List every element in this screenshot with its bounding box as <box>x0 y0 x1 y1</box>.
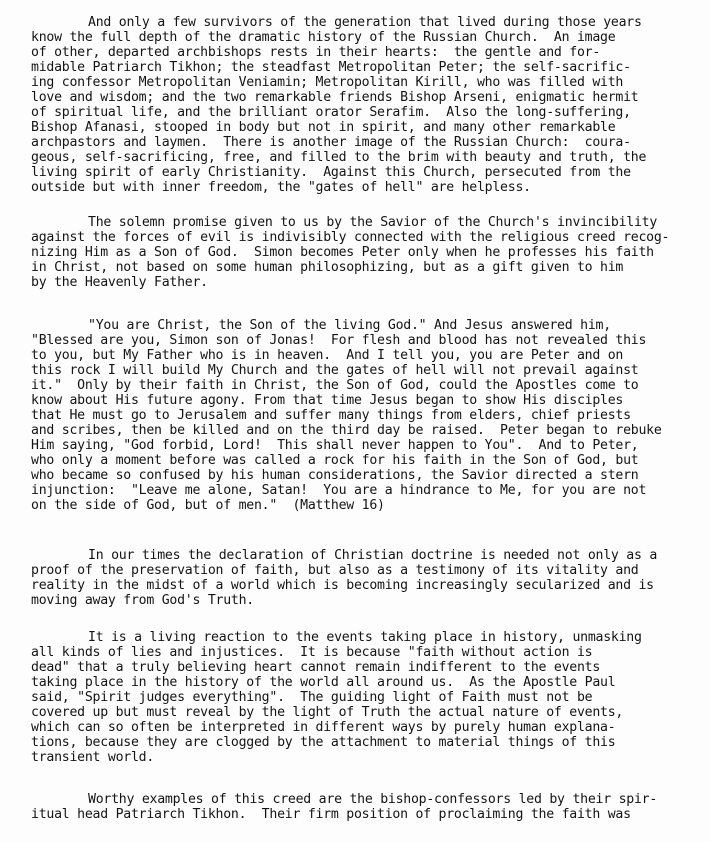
text-line: on the side of God, but of men." (Matthew 16) <box>31 498 385 513</box>
text-line: of spiritual life, and the brilliant orator Serafim. Also the long-suffering, <box>31 105 631 120</box>
text-line: all kinds of lies and injustices. It is because "faith without action is <box>31 645 593 660</box>
text-line: said, "Spirit judges everything". The guiding light of Faith must not be <box>31 690 593 705</box>
text-line: outside but with inner freedom, the "gates of hell" are helpless. <box>31 180 531 195</box>
text-line: who only a moment before was called a rock for his faith in the Son of God, but <box>31 453 639 468</box>
text-line: injunction: "Leave me alone, Satan! You are a hindrance to Me, for you are not <box>31 483 647 498</box>
text-line: against the forces of evil is indivisibly connected with the religious creed recog- <box>31 230 670 245</box>
text-line: It is a living reaction to the events taking place in history, unmasking <box>88 630 642 645</box>
text-line: Worthy examples of this creed are the bishop-confessors led by their spir- <box>88 792 658 807</box>
text-line: midable Patriarch Tikhon; the steadfast Metropolitan Peter; the self-sacrific- <box>31 60 631 75</box>
text-line: and scribes, then be killed and on the third day be raised. Peter began to rebuke <box>31 423 662 438</box>
text-line: Him saying, "God forbid, Lord! This shall never happen to You". And to Peter, <box>31 438 639 453</box>
text-line: reality in the midst of a world which is becoming increasingly secularized and is <box>31 578 654 593</box>
text-line: Bishop Afanasi, stooped in body but not in spirit, and many other remarkable <box>31 120 616 135</box>
text-line: moving away from God's Truth. <box>31 593 254 608</box>
text-line: by the Heavenly Father. <box>31 275 208 290</box>
text-line: in Christ, not based on some human philosophizing, but as a gift given to him <box>31 260 624 275</box>
text-line: know about His future agony. From that time Jesus began to show His disciples <box>31 393 624 408</box>
text-line: tions, because they are clogged by the attachment to material things of this <box>31 735 616 750</box>
text-line: love and wisdom; and the two remarkable friends Bishop Arseni, enigmatic hermit <box>31 90 639 105</box>
text-line: who became so confused by his human considerations, the Savior directed a stern <box>31 468 639 483</box>
text-line: know the full depth of the dramatic history of the Russian Church. An image <box>31 30 616 45</box>
text-line: archpastors and laymen. There is another image of the Russian Church: coura- <box>31 135 631 150</box>
text-line: In our times the declaration of Christian doctrine is needed not only as a <box>88 548 658 563</box>
text-line: And only a few survivors of the generation that lived during those years <box>88 15 642 30</box>
text-line: geous, self-sacrificing, free, and filled to the brim with beauty and truth, the <box>31 150 647 165</box>
text-line: proof of the preservation of faith, but also as a testimony of its vitality and <box>31 563 639 578</box>
text-line: nizing Him as a Son of God. Simon becomes Peter only when he professes his faith <box>31 245 654 260</box>
text-line: "Blessed are you, Simon son of Jonas! For flesh and blood has not revealed this <box>31 333 647 348</box>
text-line: covered up but must reveal by the light of Truth the actual nature of events, <box>31 705 624 720</box>
text-line: taking place in the history of the world all around us. As the Apostle Paul <box>31 675 616 690</box>
text-line: that He must go to Jerusalem and suffer many things from elders, chief priests <box>31 408 631 423</box>
text-line: The solemn promise given to us by the Savior of the Church's invincibility <box>88 215 658 230</box>
text-line: of other, departed archbishops rests in their hearts: the gentle and for- <box>31 45 601 60</box>
text-line: this rock I will build My Church and the gates of hell will not prevail against <box>31 363 639 378</box>
text-line: to you, but My Father who is in heaven. And I tell you, you are Peter and on <box>31 348 624 363</box>
text-line: it." Only by their faith in Christ, the Son of God, could the Apostles come to <box>31 378 639 393</box>
text-line: ing confessor Metropolitan Veniamin; Metropolitan Kirill, who was filled with <box>31 75 624 90</box>
text-line: transient world. <box>31 750 155 765</box>
text-line: itual head Patriarch Tikhon. Their firm position of proclaiming the faith was <box>31 807 631 822</box>
text-line: dead" that a truly believing heart cannot remain indifferent to the events <box>31 660 601 675</box>
text-line: which can so often be interpreted in different ways by purely human explana- <box>31 720 616 735</box>
text-line: living spirit of early Christianity. Against this Church, persecuted from the <box>31 165 631 180</box>
text-line: "You are Christ, the Son of the living God." And Jesus answered him, <box>88 318 611 333</box>
